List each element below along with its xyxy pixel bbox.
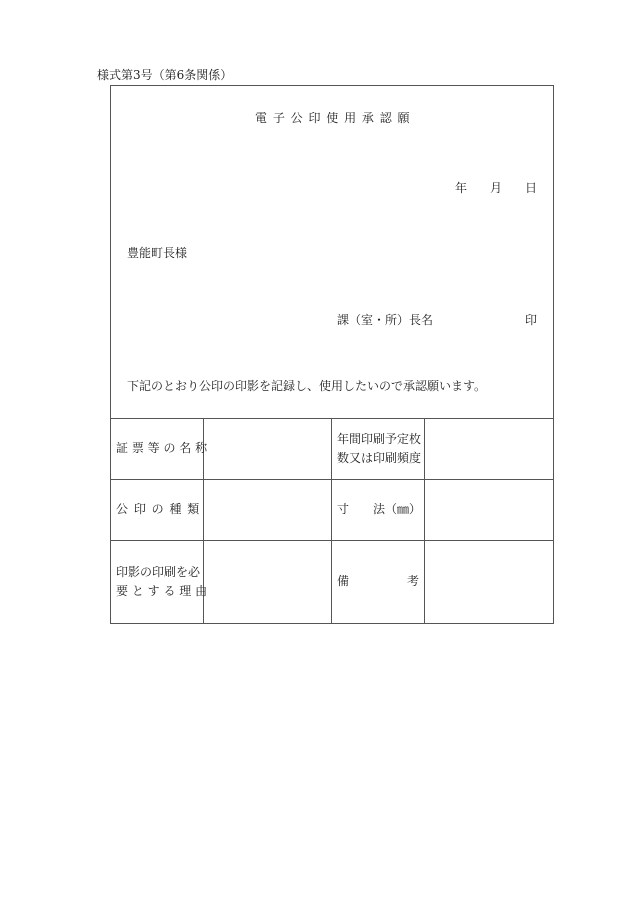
certificate-name-field[interactable] — [204, 419, 331, 479]
form-number: 様式第3号（第6条関係） — [97, 68, 233, 82]
label-annual-print-count — [337, 418, 421, 479]
annual-print-count-field[interactable] — [425, 419, 552, 479]
label-line: 数又は印刷頻度 — [337, 450, 422, 465]
reason-field[interactable] — [204, 541, 331, 623]
date-year: 年 — [455, 181, 468, 195]
dimensions-field[interactable] — [425, 480, 552, 540]
date-month: 月 — [490, 181, 503, 195]
applicant-label: 課（室・所）長名 — [337, 313, 434, 327]
body-text: 下記のとおり公印の印影を記録し、使用したいので承認願います。 — [127, 379, 487, 393]
date-day: 日 — [525, 181, 538, 195]
seal-mark: 印 — [525, 313, 538, 327]
label-seal-type: 公 印 の 種 類 — [116, 502, 201, 516]
seal-type-field[interactable] — [204, 480, 331, 540]
remarks-field[interactable] — [425, 541, 552, 623]
addressee: 豊能町長様 — [127, 246, 188, 260]
label-line: 要 と す る 理 由 — [116, 583, 208, 598]
label-certificate-name: 証 票 等 の 名 称 — [116, 441, 208, 455]
table-divider — [331, 418, 332, 623]
form-title: 電 子 公 印 使 用 承 認 願 — [255, 111, 411, 125]
label-reason — [116, 540, 207, 623]
label-remarks-a: 備 — [337, 574, 350, 588]
label-line: 印影の印刷を必 — [116, 564, 201, 579]
label-line: 年間印刷予定枚 — [337, 431, 422, 446]
label-remarks-b: 考 — [407, 574, 420, 588]
label-dimensions: 寸 法（㎜） — [337, 502, 422, 516]
